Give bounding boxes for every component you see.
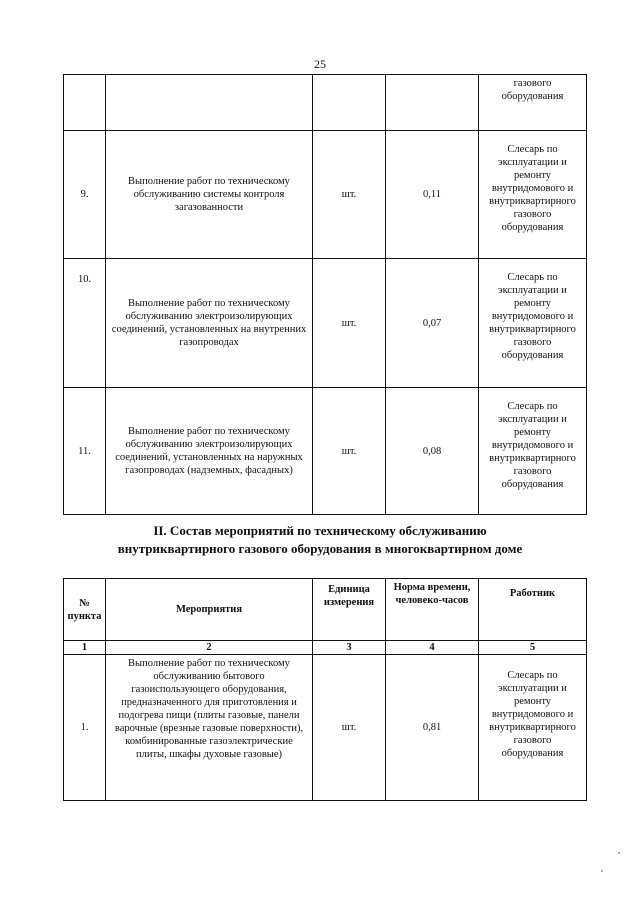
row-number-cell: 11.: [64, 388, 106, 515]
activity-cell: Выполнение работ по техническому обслуживанию системы контроля загазованности: [106, 131, 313, 259]
activity-cell: Выполнение работ по техническому обслуживанию электроизолирующих соединений, установленных на наружных газопроводах (надземных, фасадных): [106, 388, 313, 515]
norm-cell: 0,11: [386, 131, 479, 259]
section-title-line: II. Состав мероприятий по техническому обслуживанию: [153, 523, 487, 538]
unit-cell: шт.: [313, 388, 386, 515]
worker-cell: Слесарь по эксплуатации и ремонту внутридомового и внутриквартирного газового оборудования: [479, 131, 587, 259]
row-number-cell: 9.: [64, 131, 106, 259]
header-worker: Работник: [479, 579, 587, 641]
worker-cell: газового оборудования: [479, 75, 587, 131]
norm-cell: [386, 75, 479, 131]
activity-cell: Выполнение работ по техническому обслуживанию бытового газоиспользующего оборудования, предназначенного для приготовления и подогрева пищи (плиты газовые, панели варочные (врезные газовые поверхности), комбинированные газоэлектрические плиты, шкафы духовые газовые): [106, 655, 313, 801]
norm-cell: 0,08: [386, 388, 479, 515]
table-row: [64, 388, 587, 515]
header-row: [64, 579, 587, 641]
scan-speck: [601, 870, 603, 872]
column-number: 5: [479, 641, 587, 655]
activity-cell: [106, 75, 313, 131]
unit-cell: шт.: [313, 131, 386, 259]
row-number-cell: 10.: [64, 259, 106, 388]
worker-cell: Слесарь по эксплуатации и ремонту внутридомового и внутриквартирного газового оборудования: [479, 259, 587, 388]
scan-speck: [618, 852, 620, 854]
worker-cell: Слесарь по эксплуатации и ремонту внутридомового и внутриквартирного газового оборудования: [479, 388, 587, 515]
activities-table: [63, 578, 587, 801]
section-title: [0, 522, 640, 558]
activity-cell: Выполнение работ по техническому обслуживанию электроизолирующих соединений, установленных на внутренних газопроводах: [106, 259, 313, 388]
unit-cell: [313, 75, 386, 131]
unit-cell: шт.: [313, 259, 386, 388]
header-activity: Мероприятия: [106, 579, 313, 641]
table-row: [64, 131, 587, 259]
column-number: 4: [386, 641, 479, 655]
row-number-cell: 1.: [64, 655, 106, 801]
norm-cell: 0,07: [386, 259, 479, 388]
table-row: [64, 75, 587, 131]
worker-cell: Слесарь по эксплуатации и ремонту внутридомового и внутриквартирного газового оборудования: [479, 655, 587, 801]
header-num: № пункта: [64, 579, 106, 641]
page-number: 25: [314, 57, 326, 71]
table-row: [64, 259, 587, 388]
norm-cell: 0,81: [386, 655, 479, 801]
section-title-line: внутриквартирного газового оборудования в многоквартирном доме: [117, 541, 523, 556]
header-norm: Норма времени, человеко-часов: [386, 579, 479, 641]
header-unit: Единица измерения: [313, 579, 386, 641]
column-number: 1: [64, 641, 106, 655]
column-numbers-row: [64, 641, 587, 655]
column-number: 3: [313, 641, 386, 655]
table-row: [64, 655, 587, 801]
unit-cell: шт.: [313, 655, 386, 801]
column-number: 2: [106, 641, 313, 655]
activities-table-continued: [63, 74, 587, 515]
row-number-cell: [64, 75, 106, 131]
